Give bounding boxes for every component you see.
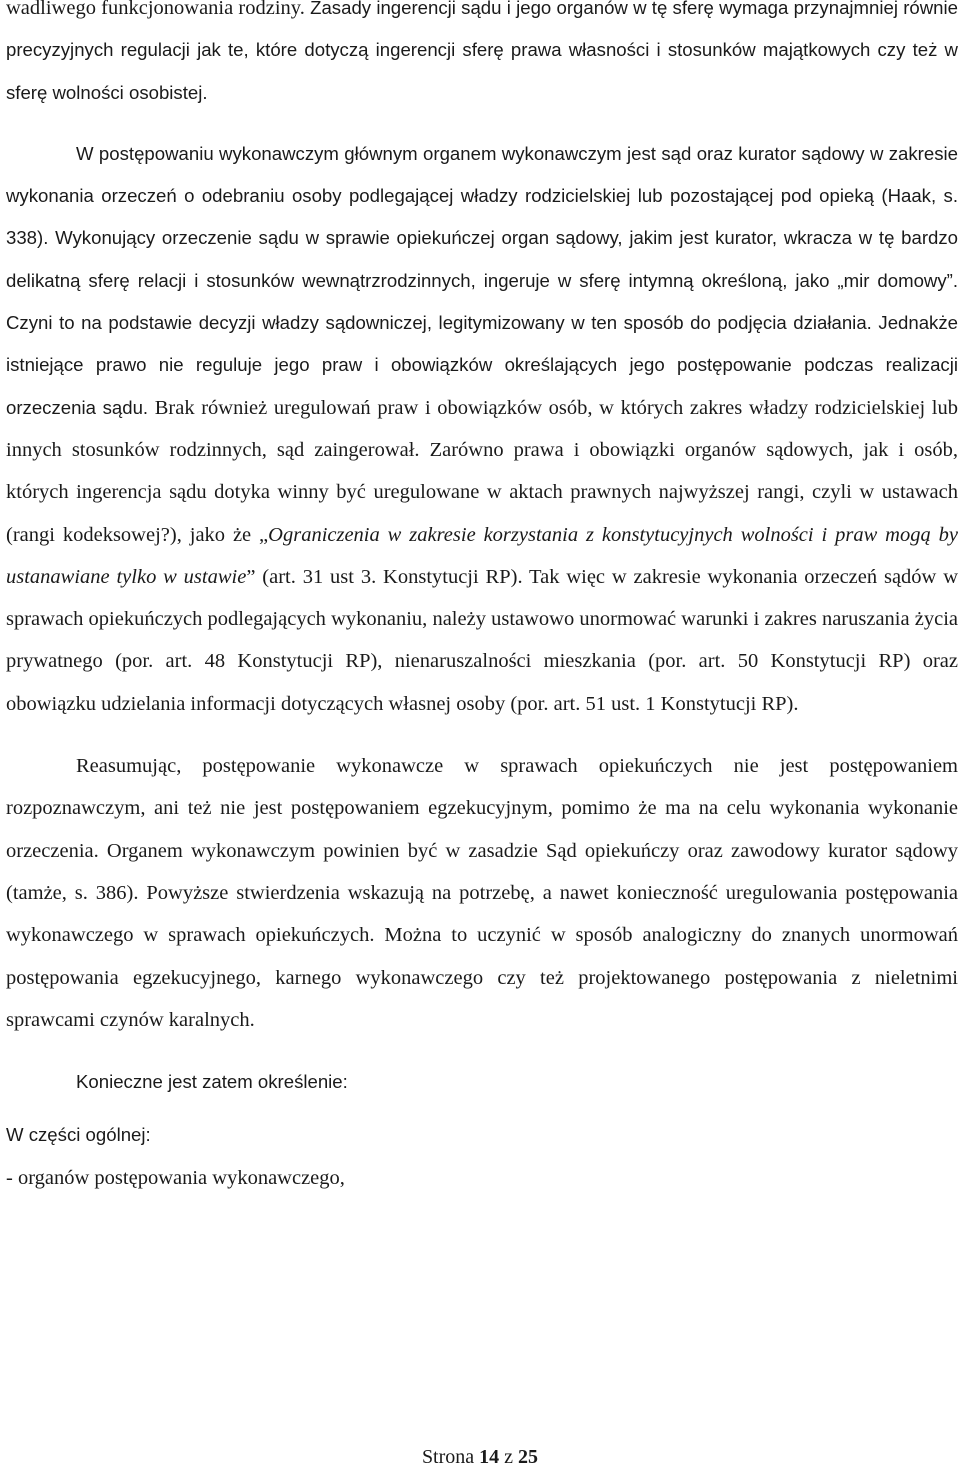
paragraph-4: Konieczne jest zatem określenie: xyxy=(76,1071,348,1093)
paragraph-6: - organów postępowania wykonawczego, xyxy=(6,1166,345,1189)
footer-prefix: Strona xyxy=(421,1446,480,1468)
page-footer xyxy=(0,1444,960,1470)
paragraph-2-part-b: Wykonujący orzeczenie sądu w sprawie opiekuńczej organ sądowy, jakim jest kurator, wkracza w tę bardzo delikatną sferę relacji i stosunków wewnątrzrodzinnych, ingeruje w sferę intymną określoną, jako „mir domowy”. Czyni to na podstawie decyzji władzy sądowniczej, legitymizowany w ten sposób do podjęcia działania. Jednakże istniejące prawo nie reguluje jego praw i obowiązków określających jego postępowanie podczas realizacji orzeczenia sądu. xyxy=(6,227,958,418)
document-page xyxy=(6,0,958,1199)
paragraph-2-part-a: W postępowaniu wykonawczym głównym organem wykonawczym jest sąd oraz kurator sądowy w zakresie wykonania orzeczeń o odebraniu osoby podlegającej władzy rodzicielskiej lub pozostającej pod opieką (Haak, s. 338). xyxy=(6,142,958,249)
paragraph-1-part-a: wadliwego funkcjonowania rodziny. xyxy=(6,0,305,19)
footer-middle: z xyxy=(499,1446,519,1468)
paragraph-1-part-b: Zasady ingerencji sądu i jego organów w tę sferę wymaga przynajmniej równie precyzyjnych regulacji jak te, które dotyczą ingerencji sferę prawa własności i stosunków majątkowych czy też w sferę wolności osobistej. xyxy=(6,0,958,103)
paragraph-1 xyxy=(6,0,958,114)
paragraph-5: W części ogólnej: xyxy=(6,1124,151,1146)
paragraph-2-part-e: ” (art. 31 ust 3. Konstytucji RP). Tak więc w zakresie wykonania orzeczeń sądów w sprawach opiekuńczych podlegających wykonaniu, należy ustawowo unormować warunki i zakres naruszania życia prywatnego (por. art. 48 Konstytucji RP), nienaruszalności mieszkania (por. art. 50 Konstytucji RP) oraz obowiązku udzielania informacji dotyczących własnej osoby (por. art. 51 ust. 1 Konstytucji RP). xyxy=(6,565,958,715)
footer-current-page: 14 xyxy=(479,1446,500,1468)
paragraph-2 xyxy=(6,133,958,725)
paragraph-2-part-c: Brak również uregulowań praw i obowiązków osób, w których zakres władzy rodzicielskiej lub innych stosunków rodzinnych, sąd zaingerował. Zarówno prawa i obowiązki organów sądowych, jak i osób, których ingerencja sądu dotyka winny być uregulowane w aktach prawnych najwyższej rangi, czyli w ustawach (rangi kodeksowej?), jako że „ xyxy=(6,396,958,546)
footer-total-pages: 25 xyxy=(518,1446,539,1468)
constitution-quote: Ograniczenia w zakresie korzystania z konstytucyjnych wolności i praw mogą by ustanawiane tylko w ustawie xyxy=(6,523,958,588)
paragraph-3: Reasumując, postępowanie wykonawcze w sprawach opiekuńczych nie jest postępowaniem rozpoznawczym, ani też nie jest postępowaniem egzekucyjnym, pomimo że ma na celu wykonania wykonanie orzeczenia. Organem wykonawczym powinien być w zasadzie Sąd opiekuńczy oraz zawodowy kurator sądowy (tamże, s. 386). Powyższe stwierdzenia wskazują na potrzebę, a nawet konieczność uregulowania postępowania wykonawczego w sprawach opiekuńczych. Można to uczynić w sposób analogiczny do znanych unormowań postępowania egzekucyjnego, karnego wykonawczego czy też projektowanego postępowania z nieletnimi sprawcami czynów karalnych. xyxy=(6,755,958,1031)
